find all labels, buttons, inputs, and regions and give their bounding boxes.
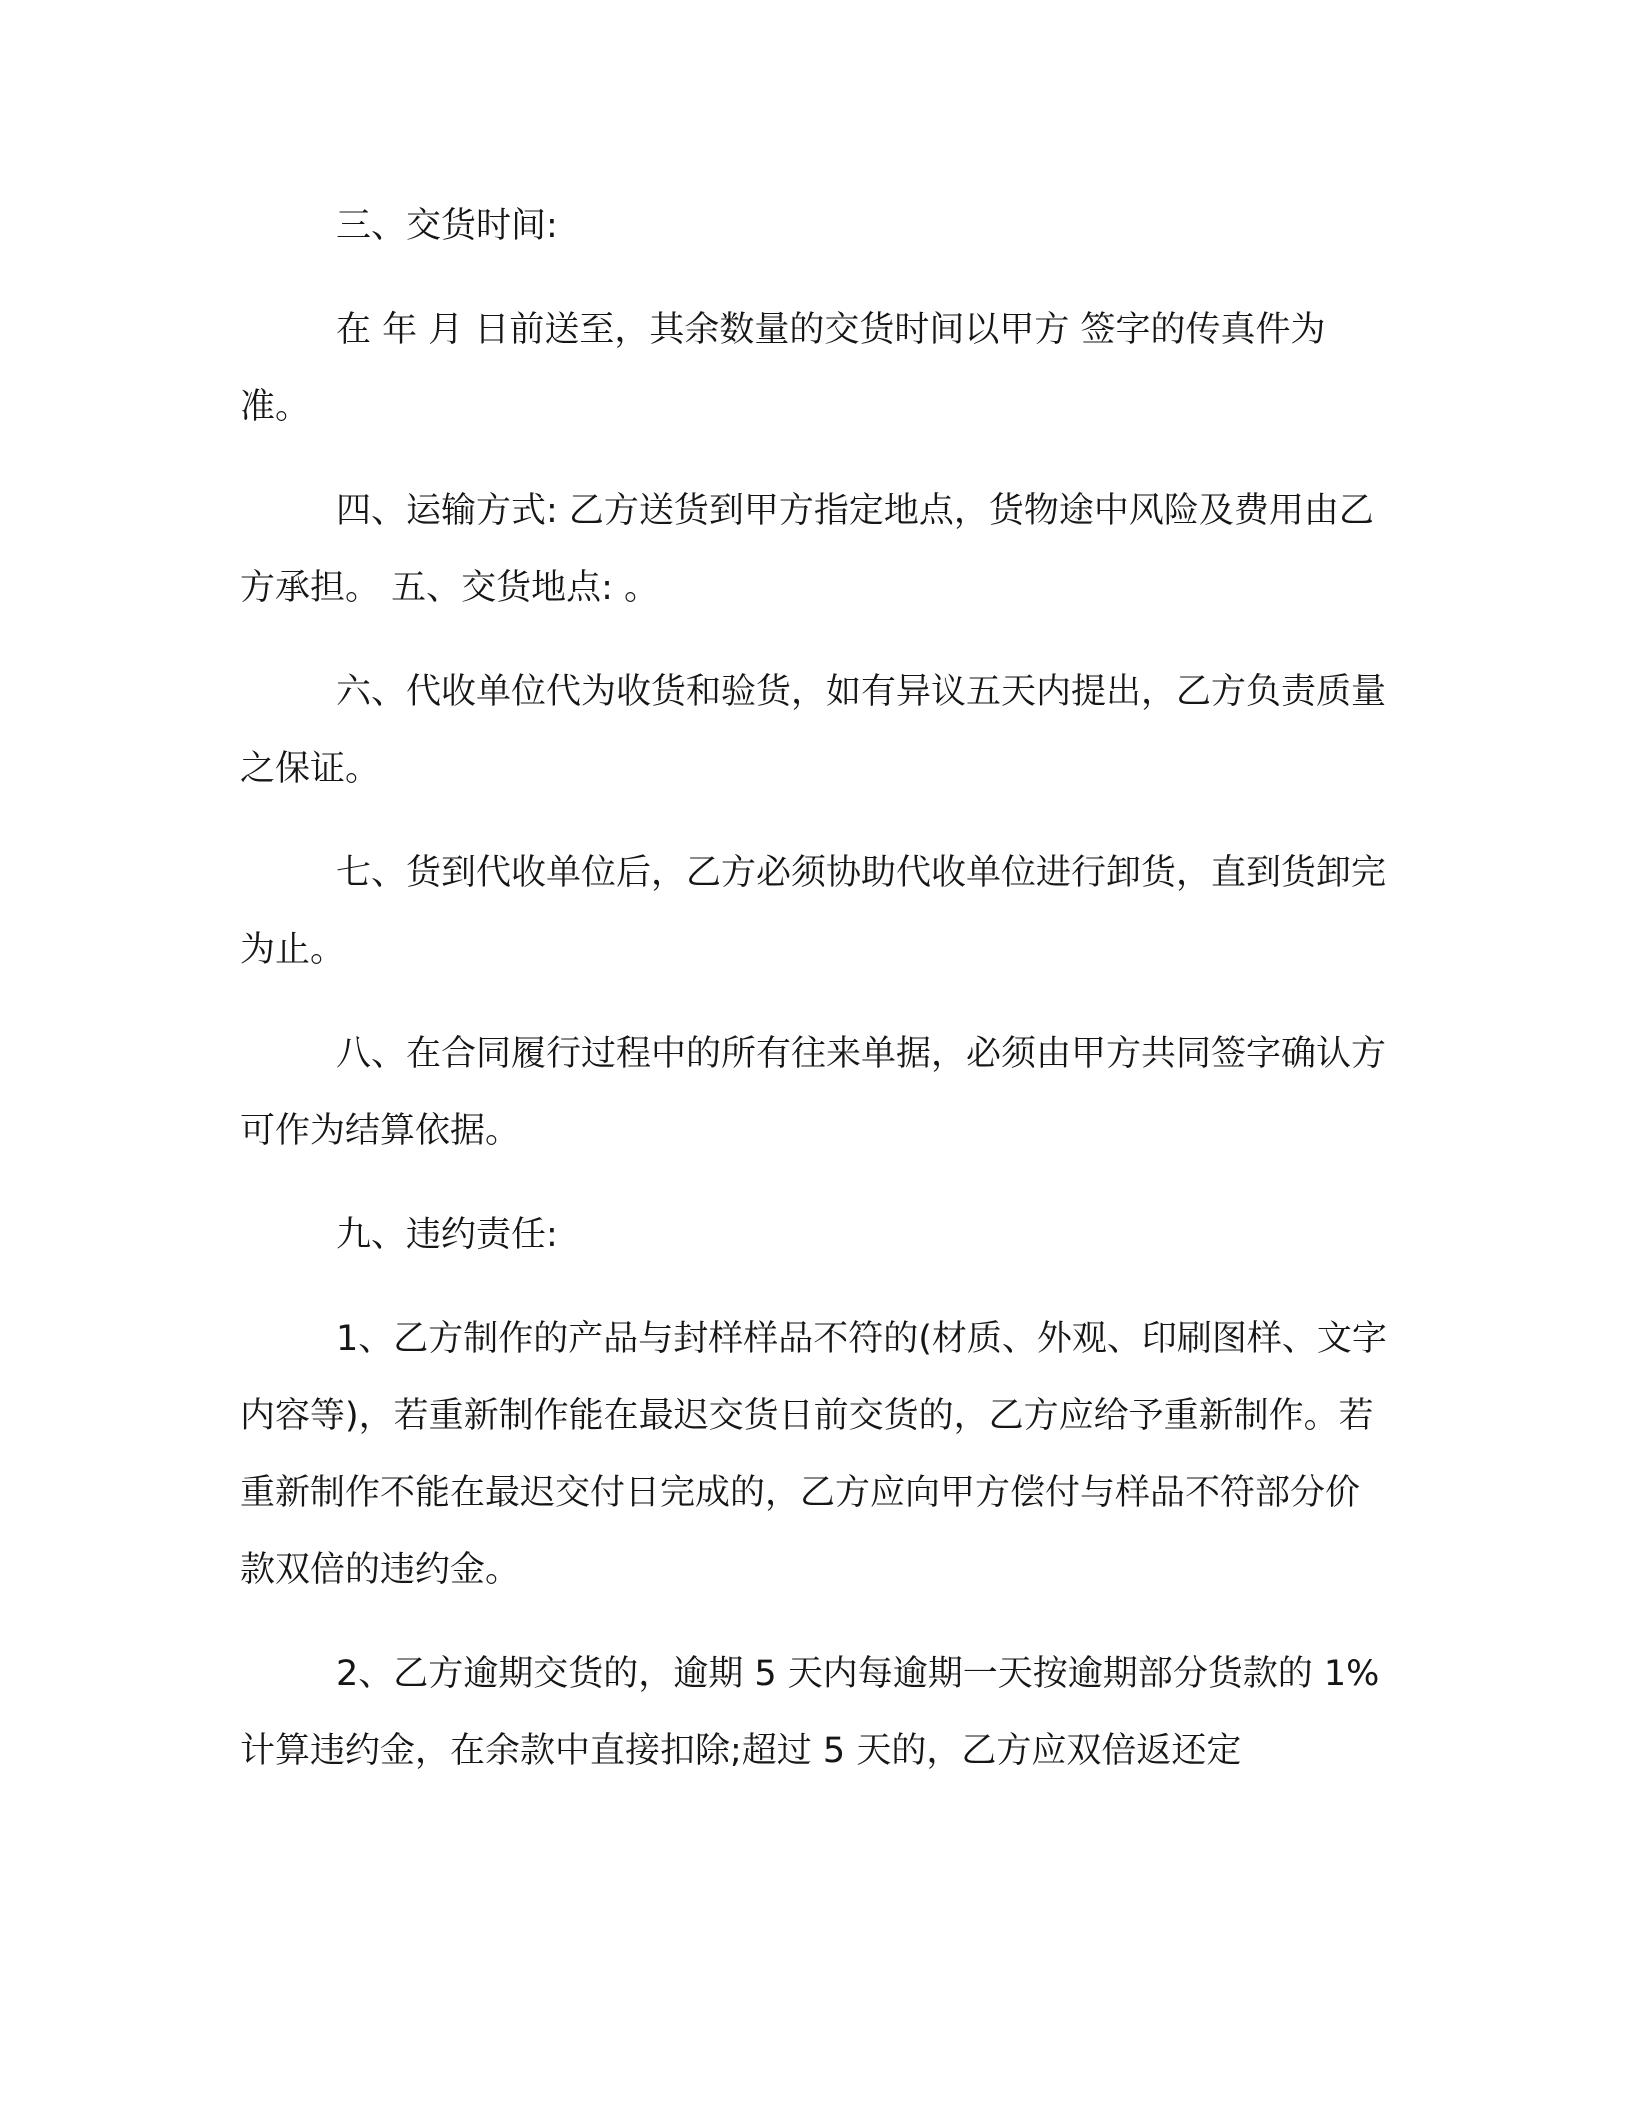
clause-liability-item-1: 1、乙方制作的产品与封样样品不符的(材质、外观、印刷图样、文字内容等)，若重新制作能在最迟交货日前交货的，乙方应给予重新制作。若重新制作不能在最迟交付日完成的，乙方应向甲方偿付与样品不符部分价款双倍的违约金。	[240, 1319, 1387, 1590]
clause-delivery-time-heading: 三、交货时间:	[336, 206, 558, 246]
clause-unloading: 七、货到代收单位后，乙方必须协助代收单位进行卸货，直到货卸完为止。	[240, 853, 1387, 970]
clause-transport-method: 四、运输方式: 乙方送货到甲方指定地点，货物途中风险及费用由乙方承担。 五、交货地点: 。	[240, 491, 1374, 608]
clause-liability-item-2: 2、乙方逾期交货的，逾期 5 天内每逾期一天按逾期部分货款的 1%计算违约金，在余款中直接扣除;超过 5 天的，乙方应双倍返还定	[240, 1654, 1380, 1771]
document-body	[240, 188, 1390, 1817]
clause-receiving-inspection: 六、代收单位代为收货和验货，如有异议五天内提出，乙方负责质量之保证。	[240, 672, 1387, 789]
clause-liability-heading: 九、违约责任:	[336, 1215, 558, 1255]
clause-delivery-time-text: 在 年 月 日前送至，其余数量的交货时间以甲方 签字的传真件为准。	[240, 310, 1326, 427]
clause-documents: 八、在合同履行过程中的所有往来单据，必须由甲方共同签字确认方可作为结算依据。	[240, 1034, 1387, 1151]
